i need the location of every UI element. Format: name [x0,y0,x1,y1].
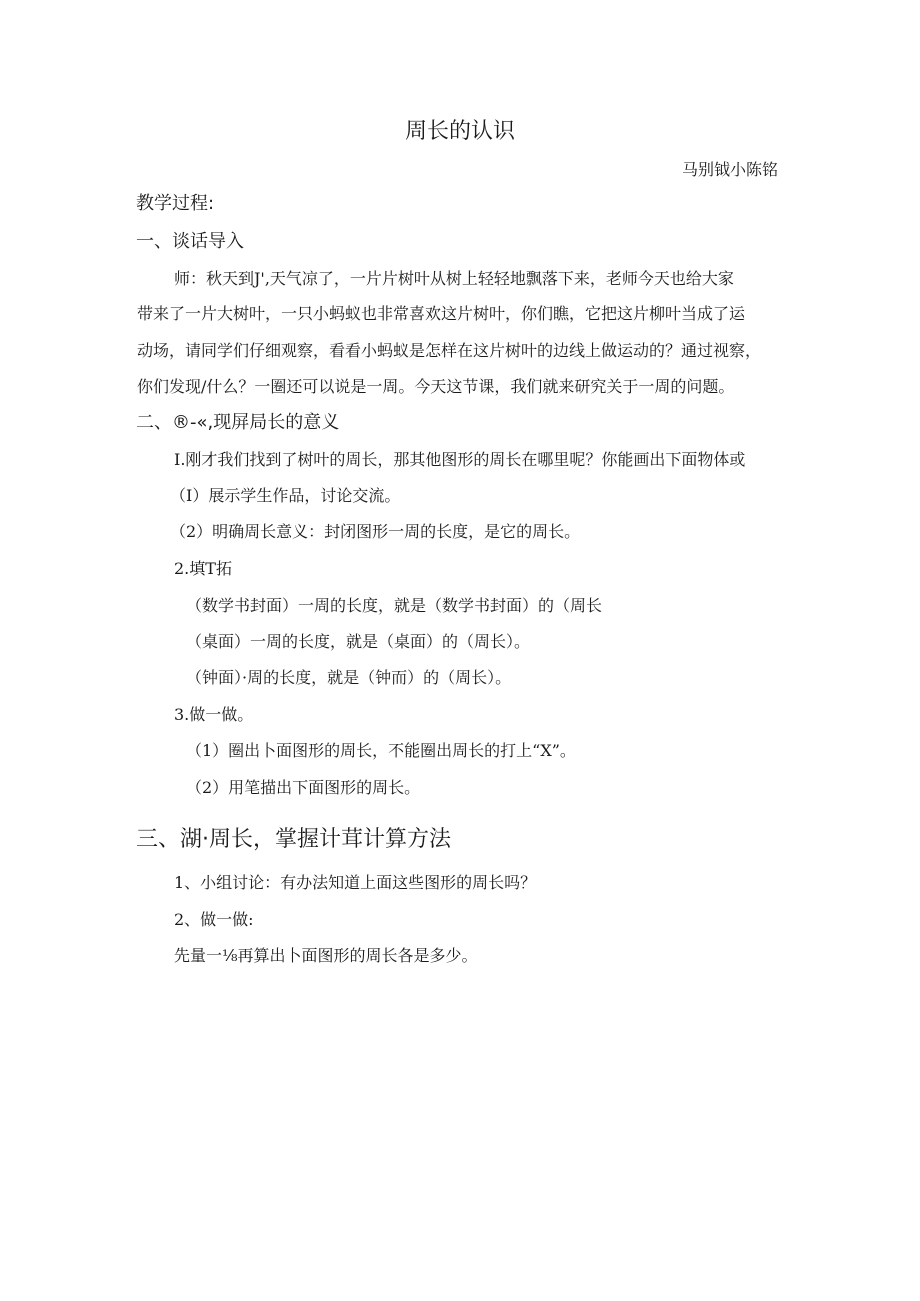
document-title: 周长的认识 [404,119,515,144]
section2-heading: 二、®-«,现屏局长的意义 [136,412,340,433]
section2-fill1: （数学书封面）一周的长度，就是（数学书封面）的（周长 [186,596,603,615]
section3-item3: 先量一⅛再算出卜面图形的周长各是多少。 [174,946,478,965]
section1-paragraph-line: 动场，请同学们仔细观察，看看小蚂蚁是怎样在这片树叶的边线上做运动的？通过视察， [137,341,762,360]
section2-item2: 2.填T拓 [174,559,232,578]
section3-item2: 2、做一做: [174,910,254,929]
section2-do1: （1）圈出卜面图形的周长，不能圈出周长的打上“X”。 [186,741,576,760]
section2-item3: 3.做一做。 [174,705,254,724]
section2-item1-sub2: （2）明确周长意义：封闭图形一周的长度，是它的周长。 [170,522,581,541]
section2-do2: （2）用笔描出下面图形的周长。 [186,778,421,797]
section1-paragraph-line: 师：秋天到J',天气凉了，一片片树叶从树上轻轻地飘落下来，老师今天也给大家 [174,269,734,288]
section2-fill3: （钟面）·周的长度，就是（钟而）的（周长）。 [186,668,512,687]
section2-item1: I.刚才我们找到了树叶的周长，那其他图形的周长在哪里呢？你能画出下面物体或 [174,450,746,469]
section2-item1-sub1: （I）展示学生作品，讨论交流。 [170,486,401,505]
section1-paragraph-line: 带来了一片大树叶，一只小蚂蚁也非常喜欢这片树叶，你们瞧，它把这片柳叶当成了运 [137,304,746,323]
author-line: 马别钺小陈铭 [682,160,779,179]
section3-heading: 三、湖·周长，掌握计茸计算方法 [136,827,451,852]
section1-paragraph-line: 你们发现/什么？一圈还可以说是一周。今天这节课，我们就来研究关于一周的问题。 [137,377,735,396]
section1-heading: 一、谈话导入 [136,231,244,252]
section2-fill2: （桌面）一周的长度，就是（桌面）的（周长）。 [186,632,531,651]
section3-item1: 1、小组讨论：有办法知道上面这些图形的周长吗？ [174,873,537,892]
process-label: 教学过程: [136,193,215,214]
